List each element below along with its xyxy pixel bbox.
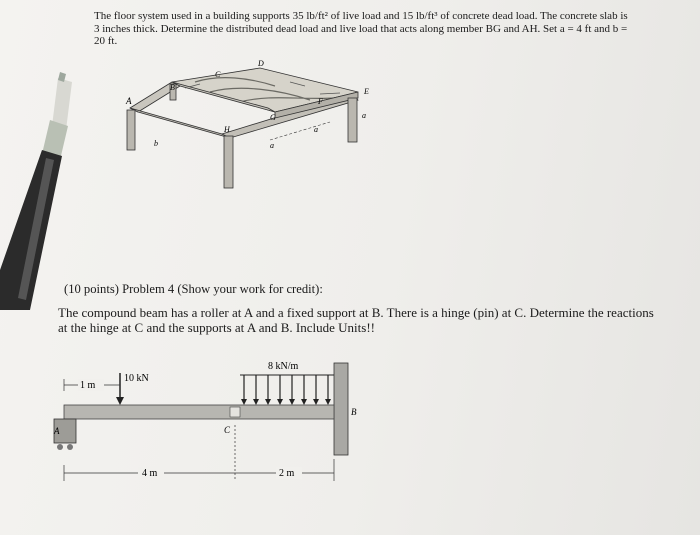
label-b: b <box>154 139 158 148</box>
label-G: G <box>270 113 276 122</box>
beam-label-B: B <box>351 407 357 417</box>
label-a-low: a <box>270 141 274 150</box>
label-a-mid: a <box>314 125 318 134</box>
problem4-header: (10 points) Problem 4 (Show your work for credit): <box>64 282 323 296</box>
floor-system-figure <box>100 60 400 190</box>
pen-image <box>0 60 76 310</box>
beam-label-A: A <box>54 426 60 436</box>
label-B: B <box>170 83 175 92</box>
problem4-text: The compound beam has a roller at A and a fixed support at B. There is a hinge (pin) at C. Determine the reactions at the hinge at C and the supports at A and B. Include Units!! <box>58 305 654 335</box>
dim-1m-label: 1 m <box>80 380 96 391</box>
floor-problem-text: The floor system used in a building supports 35 lb/ft² of live load and 15 lb/ft³ of concrete dead load. The concrete slab is 3 inches thick. Determine the distributed dead load and live load that acts along member BG and AH. Set a = 4 ft and b = 20 ft. <box>94 10 628 48</box>
label-F: F <box>318 97 323 106</box>
label-H: H <box>224 125 230 134</box>
dim-2m-label: 2 m <box>279 468 295 479</box>
label-E: E <box>364 87 369 96</box>
beam-label-C: C <box>224 425 231 435</box>
label-D: D <box>258 60 264 68</box>
compound-beam-figure <box>50 355 370 485</box>
dim-4m-label: 4 m <box>142 468 158 479</box>
label-A: A <box>126 96 132 106</box>
label-a-right: a <box>362 111 366 120</box>
point-load-label: 10 kN <box>124 373 149 384</box>
label-C: C <box>215 70 221 79</box>
distributed-load-label: 8 kN/m <box>268 361 299 372</box>
